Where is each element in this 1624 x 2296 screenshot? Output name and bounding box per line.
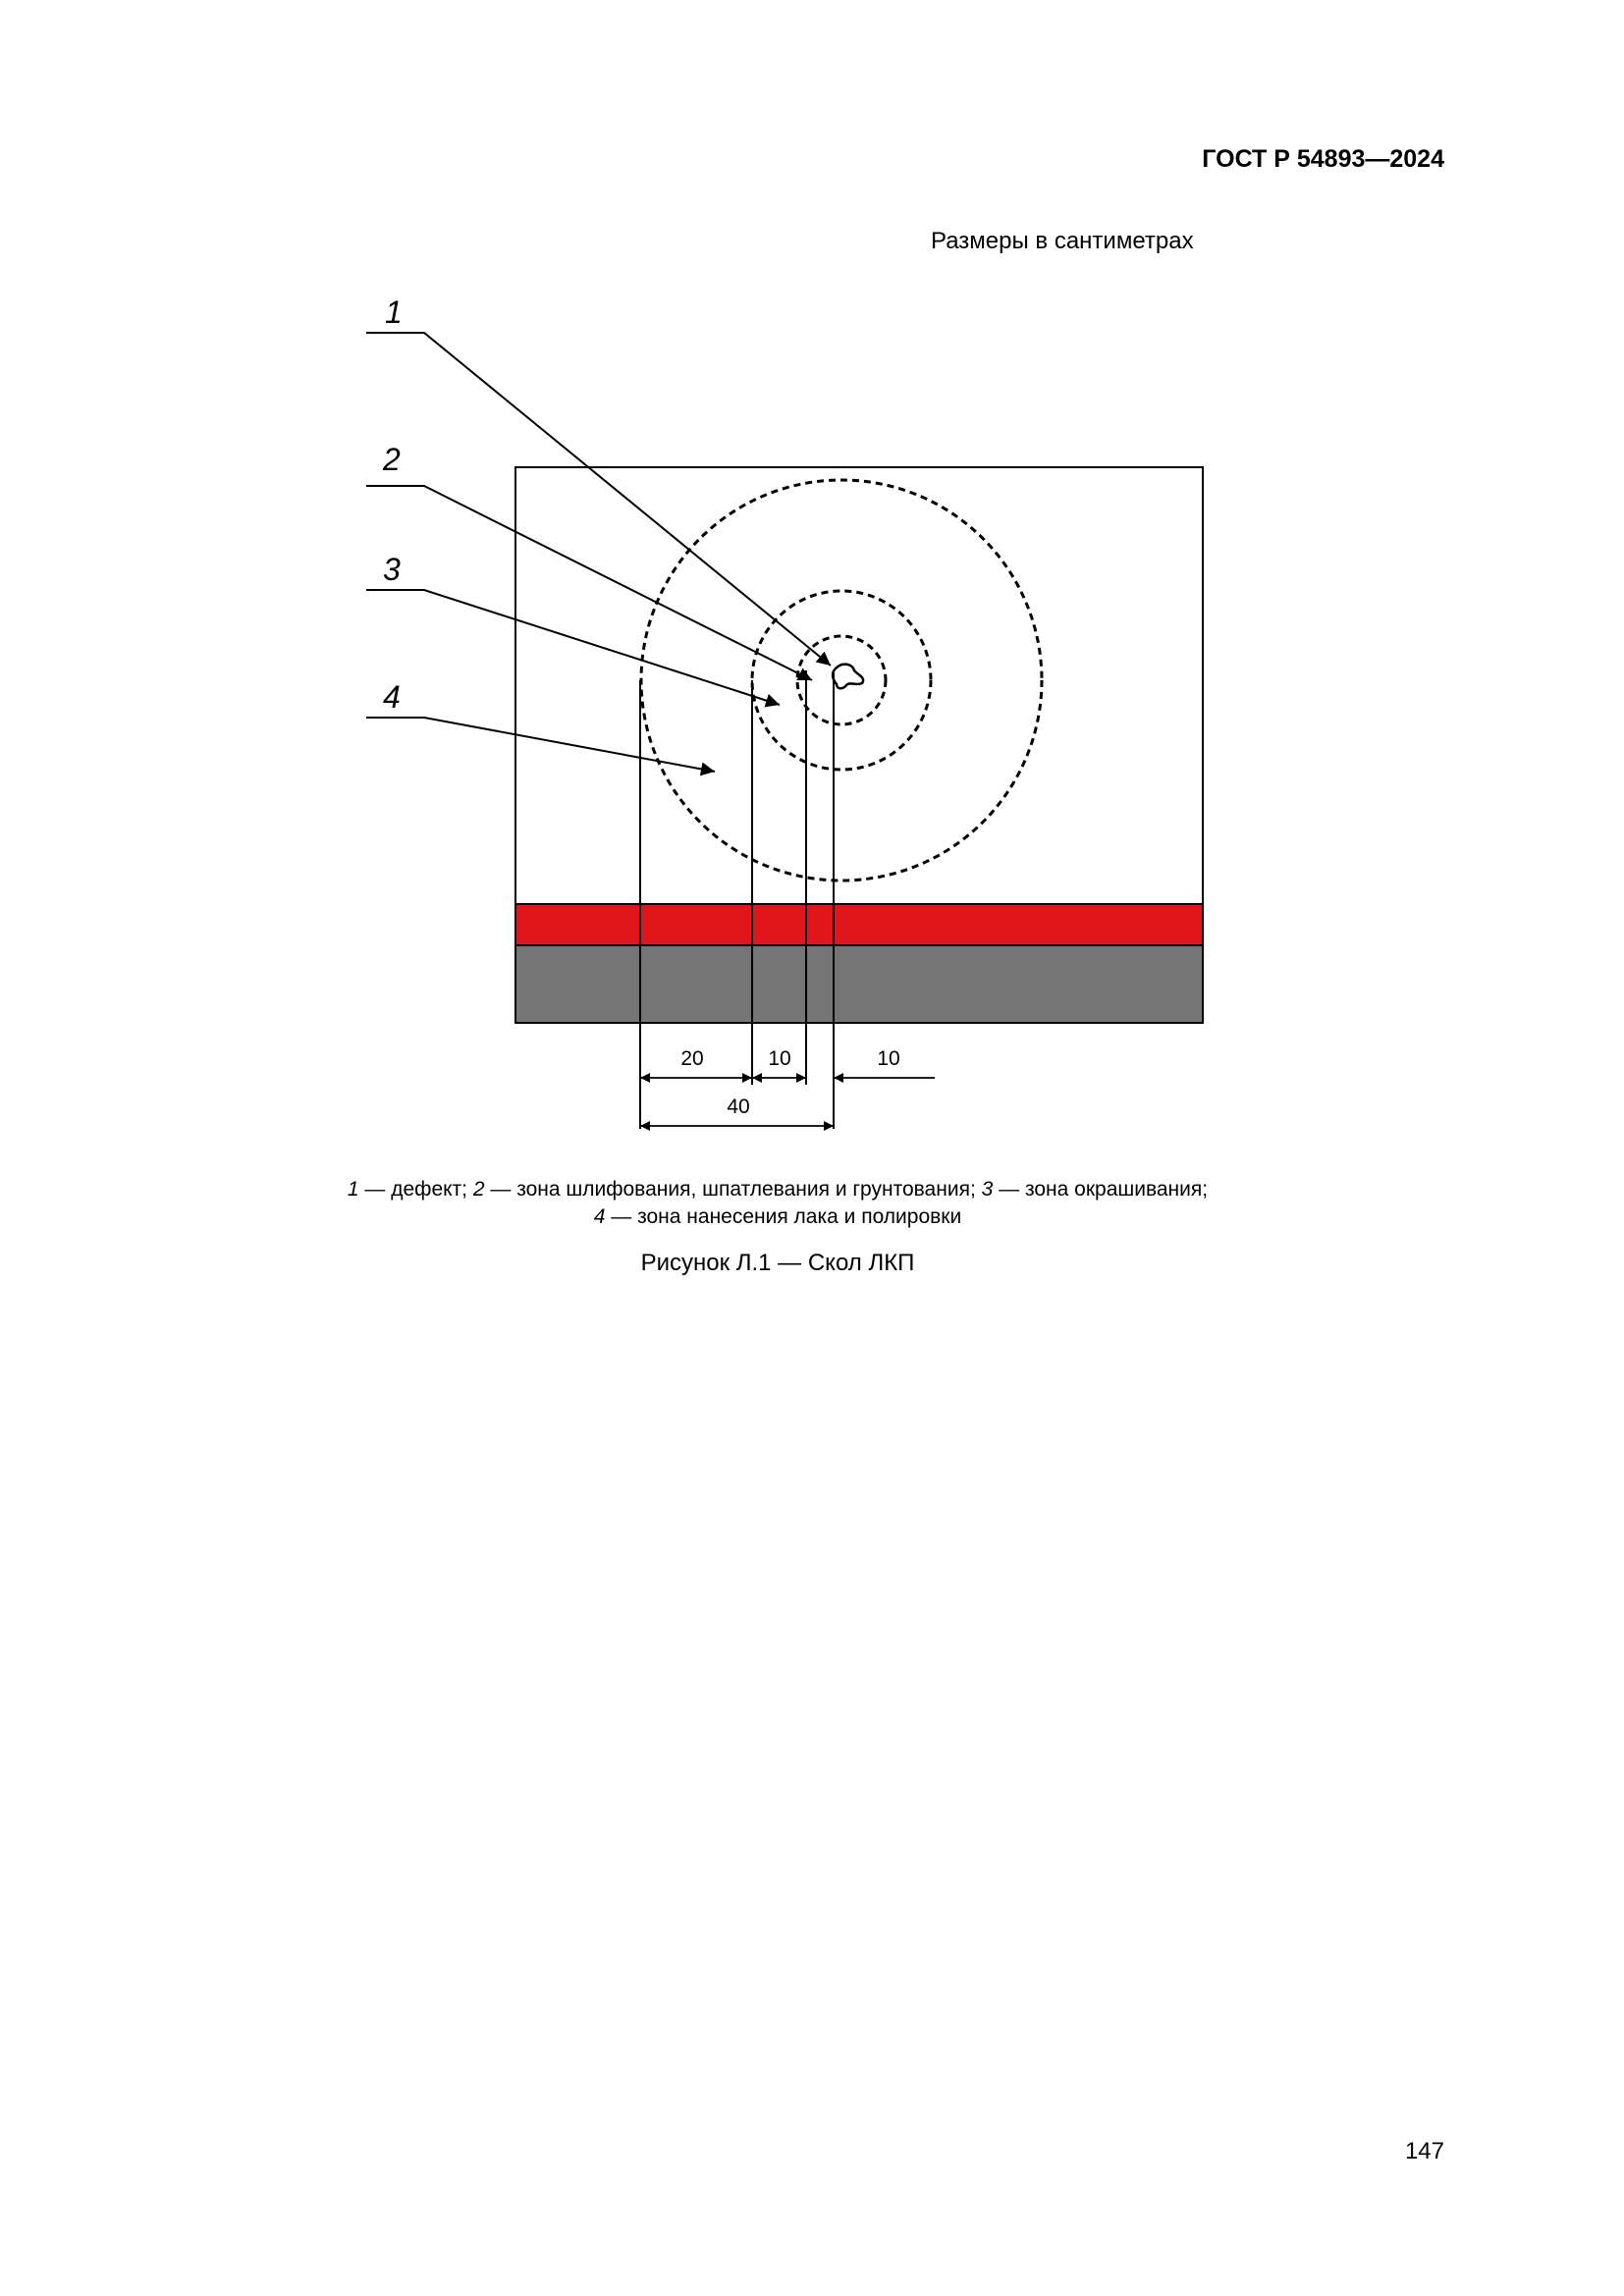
page-number: 147 bbox=[1404, 2138, 1444, 2164]
callout-number-3: 3 bbox=[383, 552, 401, 587]
callout-number-4: 4 bbox=[383, 679, 401, 715]
legend-text-4: — зона нанесения лака и полировки bbox=[605, 1205, 962, 1228]
callout-leader-4 bbox=[366, 718, 715, 772]
gray-stripe bbox=[515, 945, 1203, 1023]
standard-header: ГОСТ Р 54893—2024 bbox=[1202, 145, 1444, 173]
legend-text-2: — зона шлифования, шпатлевания и грунтования; bbox=[484, 1178, 982, 1201]
legend-text-3: — зона окрашивания; bbox=[993, 1178, 1209, 1201]
legend-num-1: 1 bbox=[347, 1178, 359, 1201]
dim-label-10a: 10 bbox=[768, 1047, 791, 1070]
legend-line-2 bbox=[0, 1203, 1555, 1231]
figure-legend bbox=[0, 1176, 1555, 1231]
legend-num-2: 2 bbox=[472, 1178, 485, 1201]
legend-text-1: — дефект; bbox=[358, 1178, 473, 1201]
red-stripe bbox=[515, 904, 1203, 945]
units-note: Размеры в сантиметрах bbox=[931, 228, 1194, 254]
callout-number-1: 1 bbox=[385, 294, 403, 330]
callout-leader-1 bbox=[366, 333, 831, 666]
defect-shape bbox=[833, 665, 863, 689]
dim-label-20: 20 bbox=[680, 1047, 704, 1070]
legend-line-1 bbox=[0, 1176, 1555, 1203]
legend-num-3: 3 bbox=[981, 1178, 994, 1201]
figure-caption: Рисунок Л.1 — Скол ЛКП bbox=[640, 1250, 915, 1276]
callout-leader-2 bbox=[366, 486, 812, 680]
callout-leader-3 bbox=[366, 590, 780, 705]
legend-num-4: 4 bbox=[593, 1205, 606, 1228]
callout-number-2: 2 bbox=[383, 442, 401, 477]
dim-label-10b: 10 bbox=[877, 1047, 900, 1070]
dim-label-40: 40 bbox=[727, 1095, 750, 1118]
